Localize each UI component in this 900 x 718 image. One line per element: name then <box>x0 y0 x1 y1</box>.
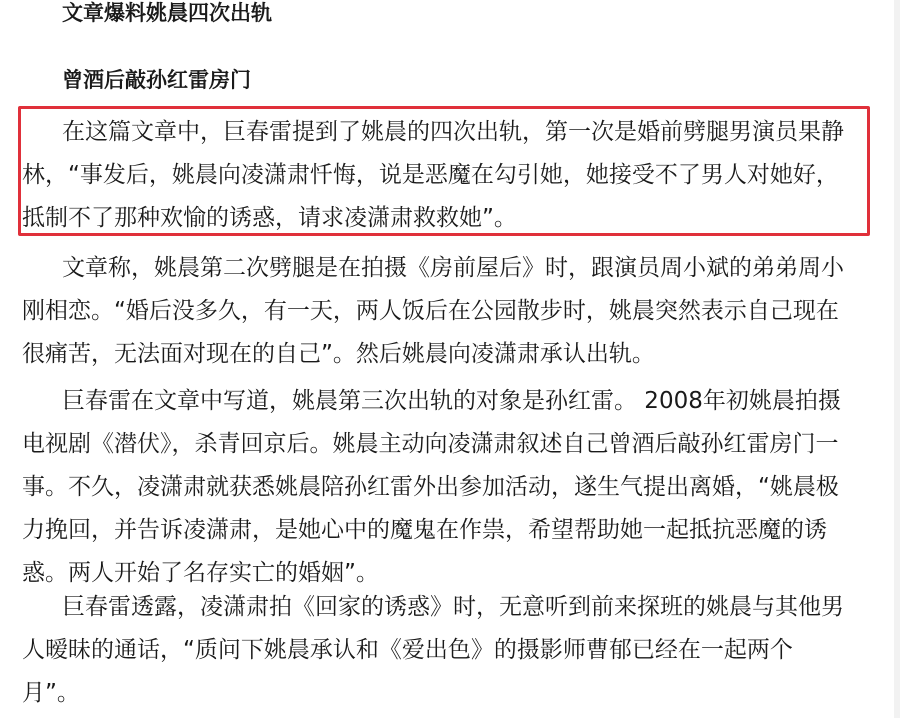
article-heading: 文章爆料姚晨四次出轨 <box>62 1 272 25</box>
paragraph-first-affair <box>22 111 882 240</box>
paragraph-line: 刚相恋。“婚后没多久，有一天，两人饭后在公园散步时，姚晨突然表示自己现在 <box>22 298 839 324</box>
paragraph-fourth-affair <box>22 586 882 715</box>
paragraph-line: 事。不久，凌潇肃就获悉姚晨陪孙红雷外出参加活动，遂生气提出离婚，“姚晨极 <box>22 474 839 500</box>
paragraph-line: 很痛苦，无法面对现在的自己”。然后姚晨向凌潇肃承认出轨。 <box>22 341 655 367</box>
paragraph-line: 文章称，姚晨第二次劈腿是在拍摄《房前屋后》时，跟演员周小斌的弟弟周小 <box>62 255 844 281</box>
paragraph-second-affair <box>22 247 882 376</box>
scrollbar-track[interactable] <box>894 0 900 718</box>
paragraph-line: 巨春雷在文章中写道，姚晨第三次出轨的对象是孙红雷。 2008年初姚晨拍摄 <box>62 388 841 414</box>
paragraph-line: 电视剧《潜伏》，杀青回京后。姚晨主动向凌潇肃叙述自己曾酒后敲孙红雷房门一 <box>22 431 839 457</box>
paragraph-line: 月”。 <box>22 680 80 706</box>
paragraph-line: 力挽回，并告诉凌潇肃，是她心中的魔鬼在作祟，希望帮助她一起抵抗恶魔的诱 <box>22 517 827 543</box>
paragraph-line: 在这篇文章中，巨春雷提到了姚晨的四次出轨，第一次是婚前劈腿男演员果静 <box>62 119 844 145</box>
paragraph-line: 巨春雷透露，凌潇肃拍《回家的诱惑》时，无意听到前来探班的姚晨与其他男 <box>62 594 844 620</box>
paragraph-line: 抵制不了那种欢愉的诱惑，请求凌潇肃救救她”。 <box>22 205 517 231</box>
paragraph-line: 人暧昧的通话，“质问下姚晨承认和《爱出色》的摄影师曹郁已经在一起两个 <box>22 637 793 663</box>
paragraph-third-affair <box>22 380 882 595</box>
paragraph-line: 惑。两人开始了名存实亡的婚姻”。 <box>22 560 379 586</box>
paragraph-line: 林，“事发后，姚晨向凌潇肃忏悔，说是恶魔在勾引她，她接受不了男人对她好， <box>22 162 839 188</box>
article-subheading: 曾酒后敲孙红雷房门 <box>62 68 251 92</box>
